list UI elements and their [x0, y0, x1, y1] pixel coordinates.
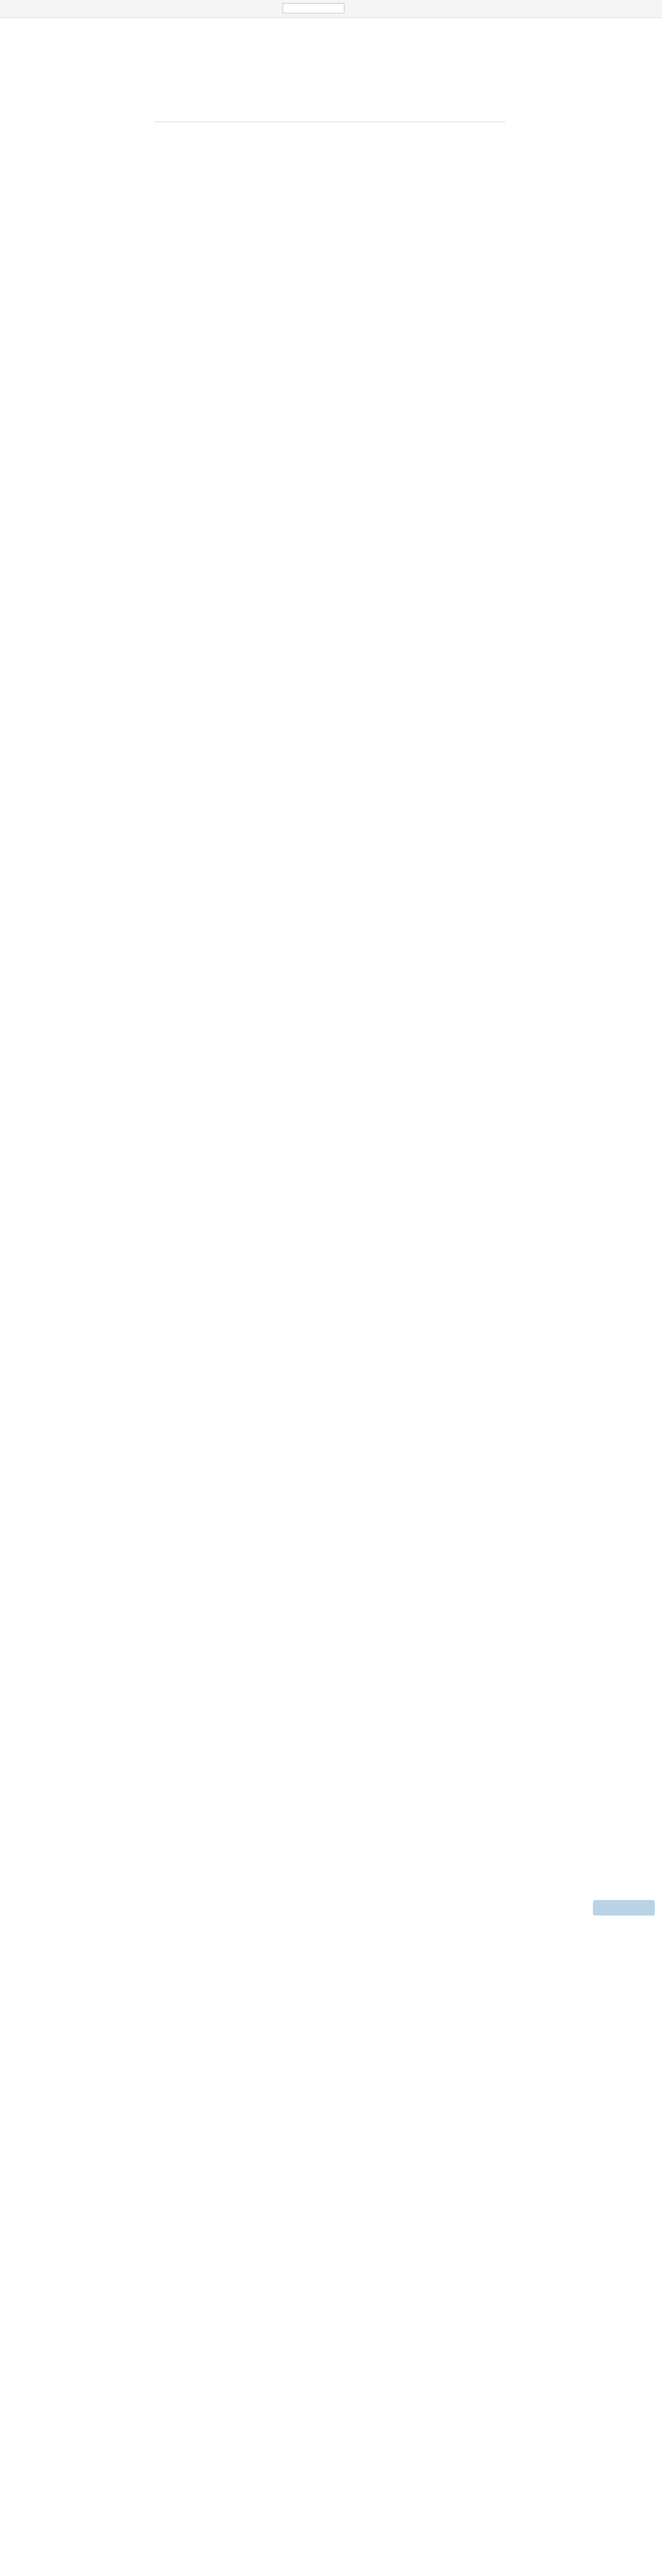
body-paragraph — [178, 948, 482, 959]
body-paragraph — [178, 2036, 482, 2047]
body-paragraph — [178, 1787, 482, 1798]
body-paragraph — [178, 427, 482, 438]
body-paragraph — [178, 1809, 482, 1821]
body-paragraph — [178, 1492, 482, 1503]
body-paragraph — [178, 291, 482, 302]
body-paragraph — [178, 2240, 482, 2251]
body-paragraph — [178, 313, 482, 325]
body-paragraph — [178, 2467, 482, 2478]
body-paragraph — [178, 1923, 482, 1934]
body-paragraph — [178, 223, 482, 234]
body-paragraph — [178, 1945, 482, 1957]
body-paragraph — [178, 993, 482, 1005]
body-paragraph — [178, 2217, 482, 2229]
body-paragraph — [178, 1129, 482, 1141]
body-paragraph — [178, 925, 482, 937]
body-paragraph — [178, 2331, 482, 2342]
body-paragraph — [178, 268, 482, 279]
work-header — [155, 31, 505, 38]
body-paragraph — [178, 1356, 482, 1367]
body-paragraph — [178, 585, 482, 597]
body-paragraph — [178, 2557, 482, 2569]
body-paragraph — [178, 1583, 482, 1594]
body-paragraph — [178, 1741, 482, 1753]
body-paragraph — [178, 1401, 482, 1413]
body-paragraph — [178, 2376, 482, 2387]
body-paragraph — [178, 1016, 482, 1027]
body-paragraph — [178, 1537, 482, 1549]
body-paragraph — [178, 563, 482, 574]
body-paragraph — [178, 2353, 482, 2365]
body-paragraph — [178, 1696, 482, 1707]
body-paragraph — [178, 608, 482, 619]
body-paragraph — [178, 2489, 482, 2501]
body-paragraph — [178, 472, 482, 483]
body-paragraph — [178, 2059, 482, 2070]
body-paragraph — [178, 767, 482, 778]
body-paragraph — [178, 857, 482, 869]
body-paragraph — [178, 1039, 482, 1050]
top-bar — [0, 0, 662, 18]
body-paragraph — [178, 880, 482, 891]
chapter-body — [178, 155, 482, 2576]
body-paragraph — [178, 1900, 482, 1911]
body-paragraph — [178, 1673, 482, 1685]
body-paragraph — [178, 540, 482, 551]
body-paragraph — [178, 835, 482, 846]
body-paragraph — [178, 971, 482, 982]
body-paragraph — [178, 1379, 482, 1390]
body-paragraph — [178, 789, 482, 801]
body-paragraph — [178, 744, 482, 755]
body-paragraph — [178, 1152, 482, 1163]
body-paragraph — [178, 2104, 482, 2115]
body-paragraph — [178, 1968, 482, 1979]
body-paragraph — [178, 2081, 482, 2093]
body-paragraph — [178, 1651, 482, 1662]
body-paragraph — [178, 2535, 482, 2546]
body-paragraph — [178, 245, 482, 257]
body-paragraph — [178, 404, 482, 415]
body-paragraph — [178, 1424, 482, 1435]
body-paragraph — [178, 1084, 482, 1095]
body-paragraph — [178, 1764, 482, 1775]
chapter-pager — [0, 93, 662, 101]
body-paragraph — [178, 2013, 482, 2025]
body-paragraph — [178, 1107, 482, 1118]
body-paragraph — [178, 2127, 482, 2138]
body-paragraph — [178, 1447, 482, 1458]
side-tab[interactable] — [593, 1900, 655, 1916]
body-paragraph — [178, 2421, 482, 2433]
body-paragraph — [178, 381, 482, 393]
body-paragraph — [178, 1061, 482, 1073]
body-paragraph — [178, 359, 482, 370]
body-paragraph — [178, 1265, 482, 1277]
body-paragraph — [178, 2444, 482, 2455]
body-paragraph — [178, 517, 482, 529]
body-paragraph — [178, 2285, 482, 2297]
body-paragraph — [178, 1719, 482, 1730]
body-paragraph — [178, 1628, 482, 1639]
body-paragraph — [178, 177, 482, 189]
body-paragraph — [178, 1877, 482, 1889]
body-paragraph — [178, 155, 482, 166]
body-paragraph — [178, 812, 482, 823]
body-paragraph — [178, 495, 482, 506]
body-paragraph — [178, 2172, 482, 2183]
body-paragraph — [178, 1991, 482, 2002]
body-paragraph — [178, 721, 482, 733]
body-paragraph — [178, 1175, 482, 1186]
body-paragraph — [178, 2512, 482, 2523]
body-paragraph — [178, 1605, 482, 1617]
body-paragraph — [178, 699, 482, 710]
body-paragraph — [178, 1333, 482, 1345]
body-paragraph — [178, 2263, 482, 2274]
body-paragraph — [178, 1560, 482, 1571]
body-paragraph — [178, 1220, 482, 1231]
search-input[interactable] — [283, 3, 344, 13]
body-paragraph — [178, 1311, 482, 1322]
body-paragraph — [178, 1243, 482, 1254]
body-paragraph — [178, 631, 482, 642]
body-paragraph — [178, 1855, 482, 1866]
body-paragraph — [178, 2399, 482, 2410]
body-paragraph — [178, 903, 482, 914]
body-paragraph — [178, 2308, 482, 2319]
body-paragraph — [178, 653, 482, 665]
body-paragraph — [178, 1832, 482, 1843]
body-paragraph — [178, 1197, 482, 1209]
body-paragraph — [178, 676, 482, 687]
body-paragraph — [178, 200, 482, 211]
body-paragraph — [178, 2195, 482, 2206]
body-paragraph — [178, 2149, 482, 2161]
body-paragraph — [178, 1288, 482, 1299]
body-paragraph — [178, 1515, 482, 1526]
body-paragraph — [178, 336, 482, 347]
body-paragraph — [178, 449, 482, 461]
body-paragraph — [178, 1469, 482, 1481]
